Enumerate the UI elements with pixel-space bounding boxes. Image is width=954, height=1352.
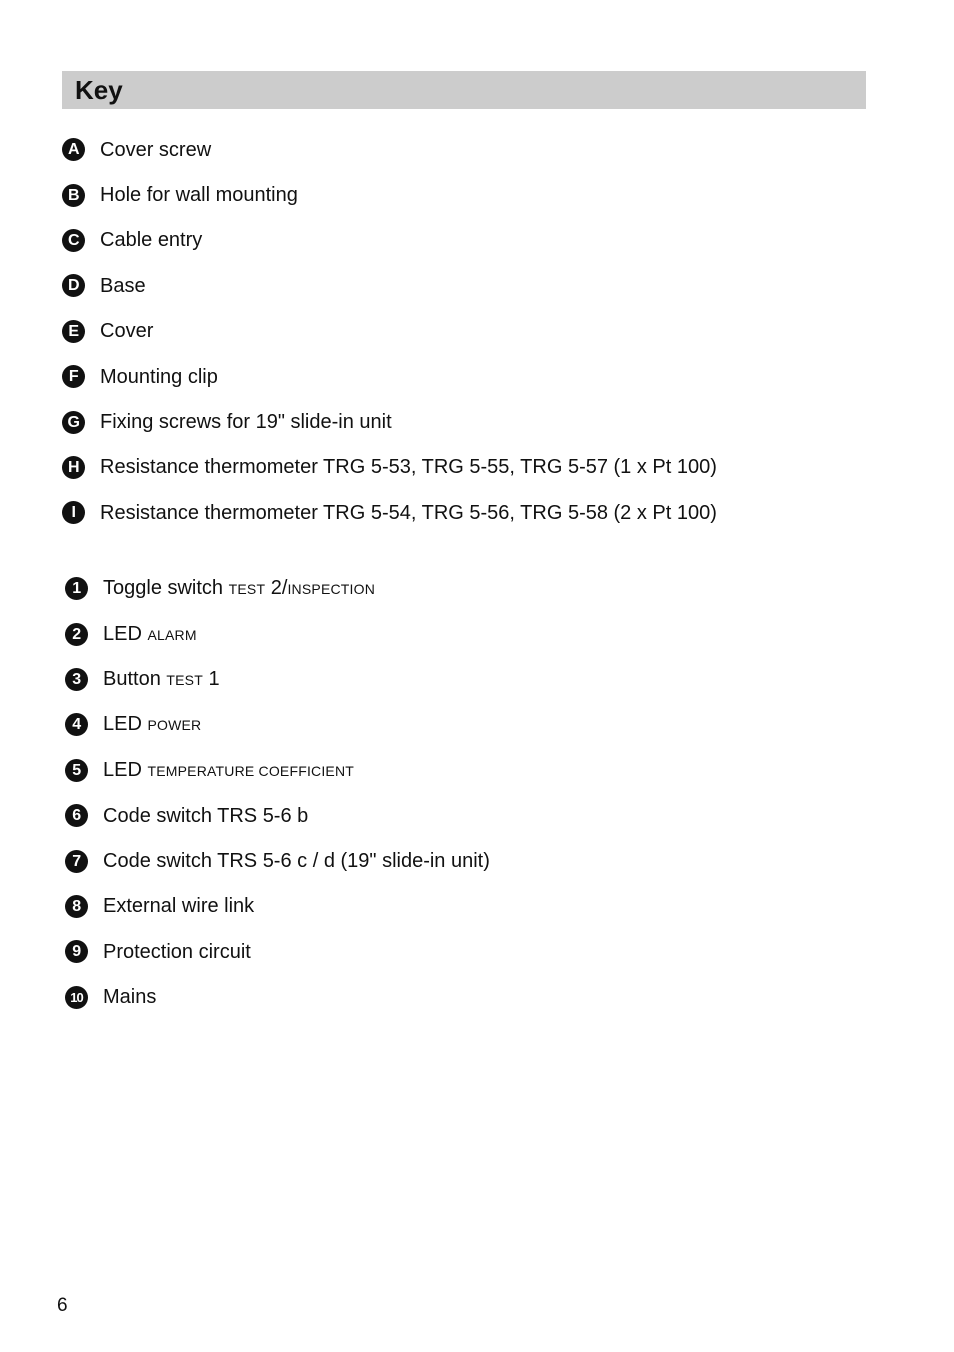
legend-item-text [103, 622, 197, 647]
page-number: 6 [57, 1295, 68, 1316]
letter-e-marker-icon: E [62, 320, 85, 343]
legend-item-text: Resistance thermometer TRG 5-54, TRG 5-56, TRG 5-58 (2 x Pt 100) [100, 501, 717, 524]
legend-text-part: LED [103, 713, 148, 736]
legend-item-i [62, 490, 717, 535]
small-caps-label: TEST [166, 671, 203, 688]
legend-item-text [103, 758, 354, 783]
letter-i-marker-icon: I [62, 501, 85, 524]
legend-item-2 [62, 611, 490, 656]
legend-item-h [62, 445, 717, 490]
legend-item-b [62, 172, 717, 217]
small-caps-label: TEST [228, 581, 266, 598]
legend-item-g [62, 399, 717, 444]
legend-item-4 [62, 702, 490, 747]
legend-item-text: Base [100, 274, 146, 297]
legend-item-3 [62, 657, 490, 702]
legend-item-text: Code switch TRS 5-6 b [103, 804, 309, 827]
legend-item-text: Resistance thermometer TRG 5-53, TRG 5-55, TRG 5-57 (1 x Pt 100) [100, 456, 717, 479]
legend-item-text [103, 576, 375, 601]
legend-item-5 [62, 748, 490, 793]
letter-d-marker-icon: D [62, 274, 85, 297]
number-10-marker-icon: 10 [65, 986, 88, 1009]
small-caps-label: POWER [147, 717, 202, 734]
legend-item-text: Protection circuit [103, 940, 251, 963]
legend-item-text [103, 667, 220, 692]
number-1-marker-icon: 1 [65, 577, 88, 600]
letter-f-marker-icon: F [62, 365, 85, 388]
letter-b-marker-icon: B [62, 184, 85, 207]
legend-text-part: 2/ [265, 577, 288, 600]
number-6-marker-icon: 6 [65, 804, 88, 827]
number-8-marker-icon: 8 [65, 895, 88, 918]
legend-text-part: LED [103, 622, 148, 645]
legend-item-text: Cable entry [100, 229, 203, 252]
legend-item-c [62, 218, 717, 263]
number-5-marker-icon: 5 [65, 759, 88, 782]
number-9-marker-icon: 9 [65, 940, 88, 963]
legend-item-e [62, 309, 717, 354]
legend-item-text: External wire link [103, 895, 255, 918]
page-title: Key [75, 75, 123, 105]
legend-text-part: Button [103, 667, 167, 690]
number-2-marker-icon: 2 [65, 623, 88, 646]
letter-g-marker-icon: G [62, 411, 85, 434]
legend-item-10 [62, 975, 490, 1020]
small-caps-label: INSPECTION [287, 581, 376, 598]
number-4-marker-icon: 4 [65, 713, 88, 736]
letter-c-marker-icon: C [62, 229, 85, 252]
legend-item-8 [62, 884, 490, 929]
letter-h-marker-icon: H [62, 456, 85, 479]
small-caps-label: ALARM [147, 626, 197, 643]
legend-item-text [103, 712, 201, 737]
letter-a-marker-icon: A [62, 138, 85, 161]
legend-item-a [62, 127, 717, 172]
legend-item-text: Cover screw [100, 138, 212, 161]
number-legend [62, 566, 490, 1020]
legend-item-text: Mounting clip [100, 365, 218, 388]
legend-item-f [62, 354, 717, 399]
legend-item-text: Mains [103, 986, 157, 1009]
legend-item-9 [62, 929, 490, 974]
letter-legend [62, 127, 717, 536]
legend-item-1 [62, 566, 490, 611]
legend-item-6 [62, 793, 490, 838]
legend-item-d [62, 263, 717, 308]
small-caps-label: TEMPERATURE COEFFICIENT [147, 762, 355, 779]
legend-text-part: 1 [202, 667, 220, 690]
legend-item-7 [62, 838, 490, 883]
legend-item-text: Cover [100, 320, 154, 343]
legend-item-text: Code switch TRS 5-6 c / d (19" slide-in unit) [103, 850, 490, 873]
legend-item-text: Fixing screws for 19" slide-in unit [100, 411, 392, 434]
number-7-marker-icon: 7 [65, 850, 88, 873]
legend-text-part: LED [103, 758, 148, 781]
key-header-bar [62, 71, 866, 109]
legend-text-part: Toggle switch [103, 577, 229, 600]
number-3-marker-icon: 3 [65, 668, 88, 691]
legend-item-text: Hole for wall mounting [100, 184, 298, 207]
